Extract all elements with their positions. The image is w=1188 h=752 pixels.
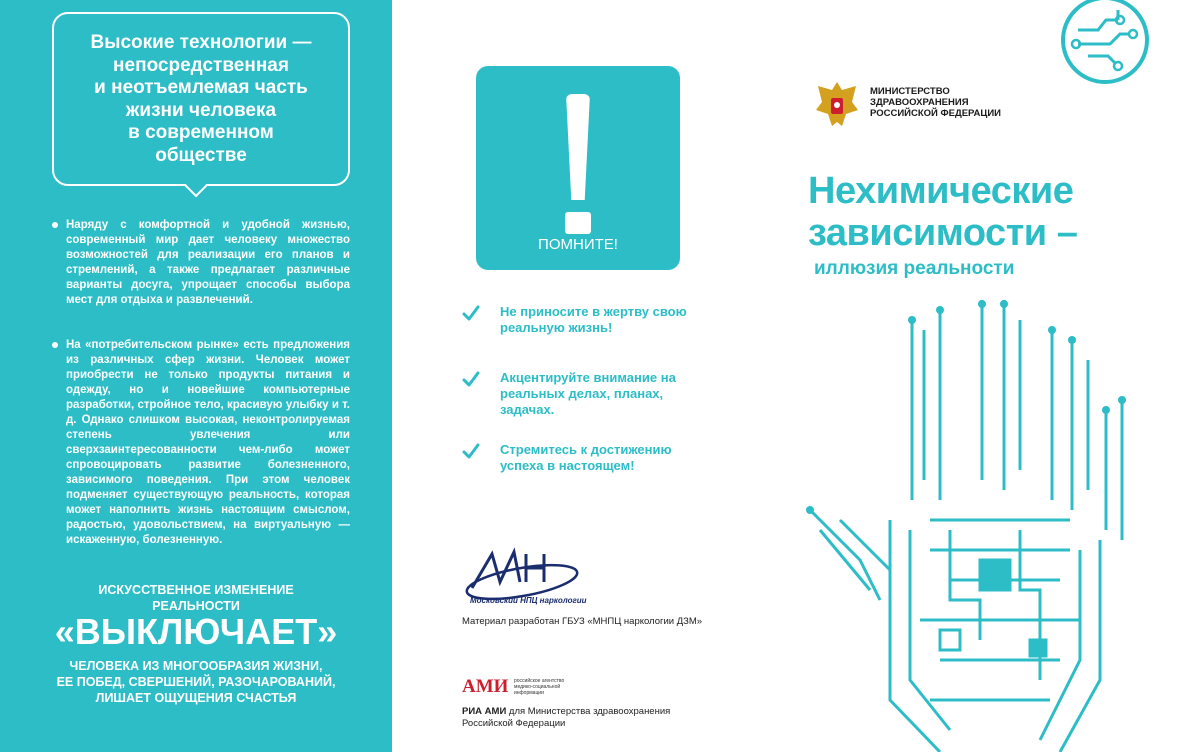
ria-text: для Министерства здравоохранения	[506, 706, 671, 717]
ria-name: РИА АМИ	[462, 706, 507, 717]
check-icon	[462, 370, 480, 388]
bubble-text	[54, 32, 348, 167]
title-line: зависимости –	[808, 212, 1078, 254]
ami-logo-text: АМИ	[462, 676, 509, 697]
check-icon	[462, 442, 480, 460]
ami-logo-subtitle: российское агентство медико-социальной информации	[514, 678, 565, 696]
tagline-line: ЧЕЛОВЕКА ИЗ МНОГООБРАЗИЯ ЖИЗНИ,	[69, 659, 323, 673]
credit-text: Материал разработан ГБУЗ «МНПЦ наркологии ДЗМ»	[462, 616, 703, 627]
advice-line: Стремитесь к достижению	[500, 442, 672, 457]
mnpc-logo-label: Московский НПЦ наркологии	[470, 596, 587, 605]
speech-bubble	[52, 12, 350, 186]
bullet-text: Наряду с комфортной и удобной жизнью, современный мир дает человеку множество возможностей для реализации его планов и стремлений, а также предлагает различные варианты досуга, упрощает способы выбора мест для отдыха и развлечений.	[66, 219, 350, 306]
page-subtitle: иллюзия реальности	[814, 258, 1015, 279]
ria-text: Российской Федерации	[462, 718, 566, 729]
advice-item-2	[500, 370, 730, 418]
check-icon	[462, 304, 480, 322]
bubble-line: непосредственная	[113, 54, 289, 76]
ministry-line: РОССИЙСКОЙ ФЕДЕРАЦИИ	[870, 108, 1002, 119]
advice-line: задачах.	[500, 402, 555, 417]
circuit-hand-icon	[800, 300, 1140, 752]
tagline-bottom	[0, 658, 392, 706]
bullet-paragraph-1	[52, 218, 350, 308]
tagline-line: ИСКУССТВЕННОЕ ИЗМЕНЕНИЕ	[98, 583, 294, 597]
advice-line: реальных делах, планах,	[500, 386, 664, 401]
bubble-line: и неотъемлемая часть	[94, 77, 308, 98]
tagline-line: ЛИШАЕТ ОЩУЩЕНИЯ СЧАСТЬЯ	[95, 691, 297, 705]
bullet-text: На «потребительском рынке» есть предложения из различных сфер жизни. Человек может приобрести не только продукты питания и одежду, но и новейшие компьютерные разработки, стройное тело, красивую улыбку и т. д. Однако слишком высокая, неконтролируемая степень увлечения или сверхзаинтересованности чем-либо может спровоцировать развитие болезненного, зависимого поведения. При этом человек подменяет существующую реальность, которая может наполнить жизнь настоящим смыслом, радостью, удовольствием, на виртуальную — искаженную, болезненную.	[66, 339, 350, 546]
bubble-line: обществе	[155, 144, 247, 166]
advice-item-3	[500, 442, 730, 474]
bubble-line: жизни человека	[125, 99, 277, 121]
page-title	[808, 170, 1077, 254]
russian-emblem-icon	[812, 78, 862, 130]
tagline-line: ЕЕ ПОБЕД, СВЕРШЕНИЙ, РАЗОЧАРОВАНИЙ,	[56, 675, 336, 689]
left-panel	[0, 0, 392, 752]
bullet-dot-icon	[52, 222, 58, 228]
title-line: Нехимические	[808, 170, 1074, 212]
advice-line: Акцентируйте внимание на	[500, 370, 676, 385]
exclamation-icon	[566, 94, 590, 200]
advice-line: успеха в настоящем!	[500, 458, 635, 473]
ministry-line: ЗДРАВООХРАНЕНИЯ	[870, 97, 969, 108]
tagline-big: «ВЫКЛЮЧАЕТ»	[54, 611, 338, 652]
exclamation-dot	[565, 212, 591, 234]
remember-box	[476, 66, 680, 270]
tagline-line: РЕАЛЬНОСТИ	[152, 599, 240, 613]
ria-credit	[462, 706, 722, 730]
remember-label: ПОМНИТЕ!	[538, 236, 618, 253]
bubble-line: Высокие технологии —	[90, 32, 312, 53]
bullet-dot-icon	[52, 342, 58, 348]
bullet-paragraph-2	[52, 338, 350, 548]
ami-logo	[462, 676, 508, 698]
bubble-line: в современном	[128, 122, 274, 143]
ministry-label	[870, 86, 1001, 119]
advice-line: Не приносите в жертву свою	[500, 304, 687, 319]
advice-item-1	[500, 304, 730, 336]
ministry-line: МИНИСТЕРСТВО	[870, 86, 950, 97]
circuit-icon	[1058, 0, 1152, 86]
advice-line: реальную жизнь!	[500, 320, 613, 335]
